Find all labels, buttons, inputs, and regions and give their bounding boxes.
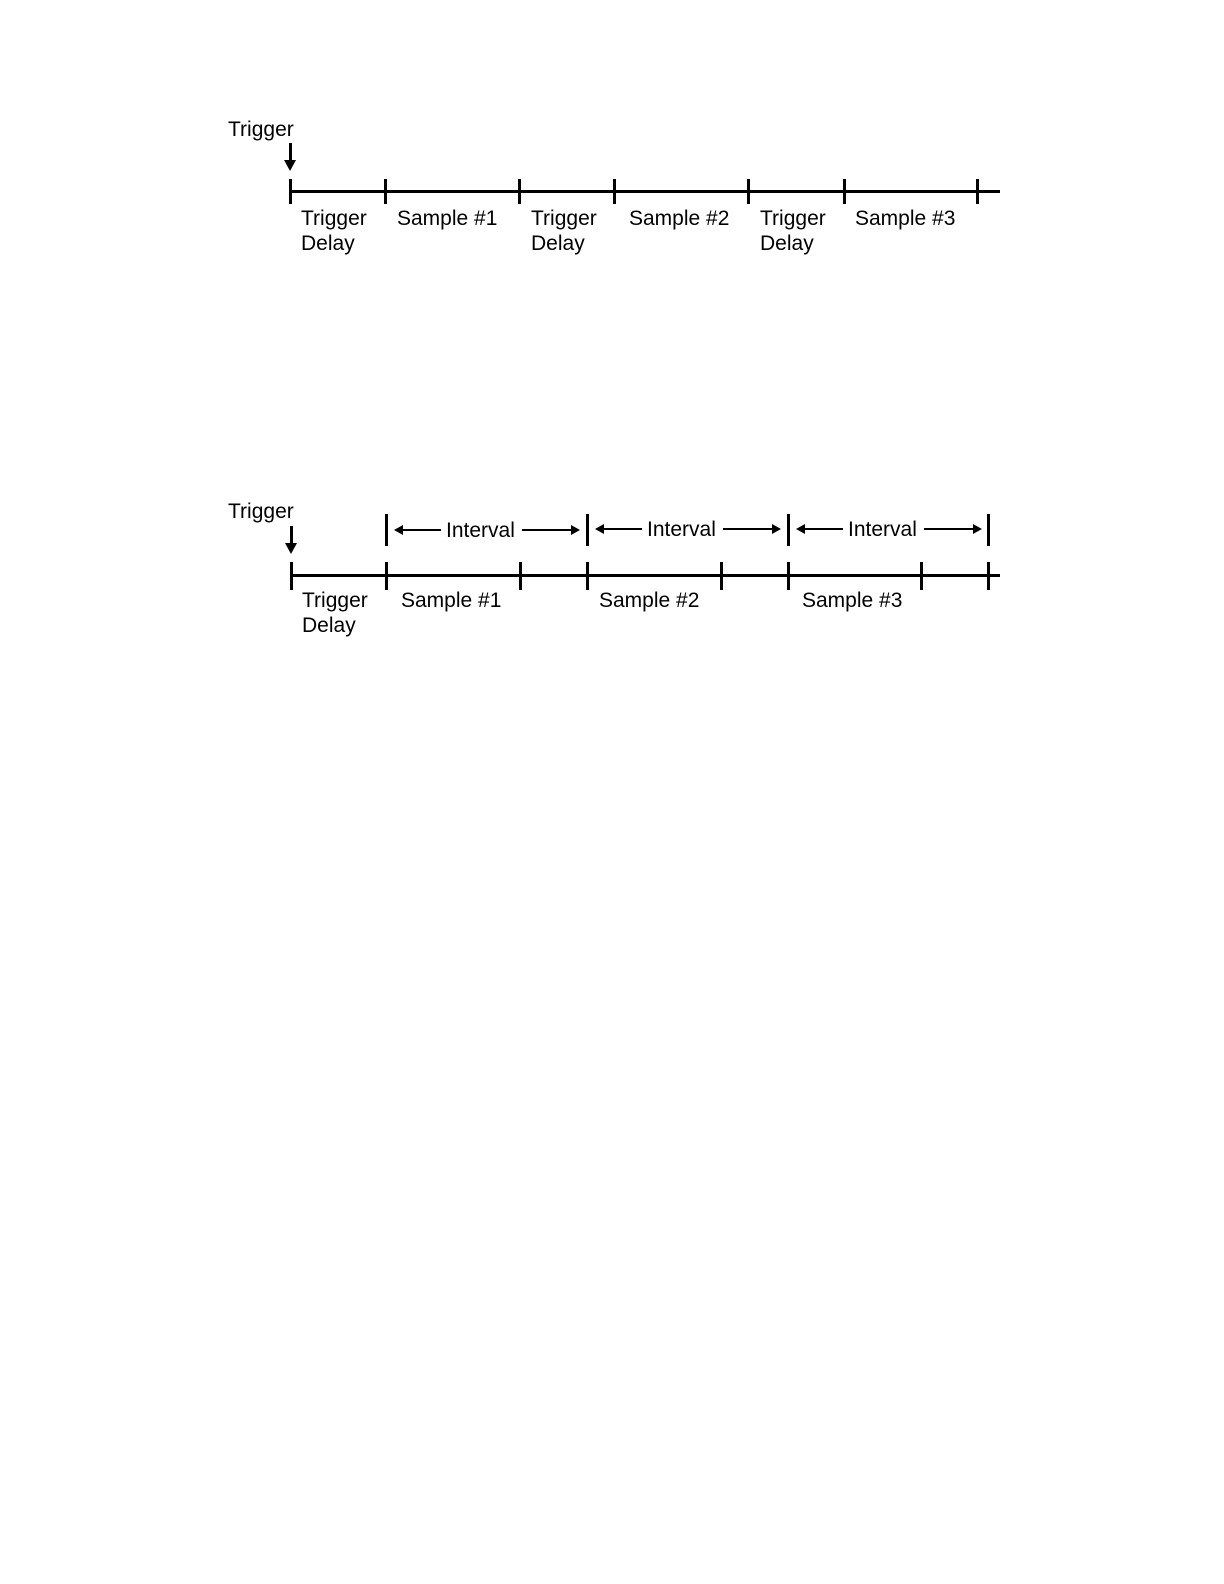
interval-arrow-shaft	[402, 529, 441, 531]
interval-boundary	[385, 514, 388, 546]
interval-label: Interval	[446, 519, 515, 542]
timeline-tick	[518, 179, 521, 204]
right-arrow-icon	[772, 524, 781, 534]
interval-boundary	[586, 514, 589, 546]
segment-label-sample-3: Sample #3	[802, 589, 903, 612]
segment-label-trigger-delay: Trigger Delay	[760, 207, 826, 255]
interval-arrow-shaft	[603, 528, 642, 530]
segment-label-sample-2: Sample #2	[629, 207, 730, 230]
segment-label-trigger-delay: Trigger Delay	[302, 589, 368, 637]
down-arrow-icon	[285, 543, 297, 554]
interval-arrow-shaft	[522, 529, 572, 531]
interval-label: Interval	[848, 518, 917, 541]
segment-label-sample-3: Sample #3	[855, 207, 956, 230]
interval-arrow-shaft	[723, 528, 773, 530]
interval-label: Interval	[647, 518, 716, 541]
interval-arrow-shaft	[804, 528, 843, 530]
timeline-tick	[787, 562, 790, 590]
trigger-label: Trigger	[228, 500, 294, 523]
timeline-tick	[385, 562, 388, 590]
timeline-tick	[289, 179, 292, 204]
interval-boundary	[987, 514, 990, 546]
interval-boundary	[787, 514, 790, 546]
timeline-tick	[987, 562, 990, 590]
segment-label-sample-1: Sample #1	[401, 589, 502, 612]
timeline-tick	[843, 179, 846, 204]
timeline-tick	[920, 562, 923, 590]
timeline-tick	[976, 179, 979, 204]
timeline-tick	[720, 562, 723, 590]
right-arrow-icon	[571, 525, 580, 535]
trigger-label: Trigger	[228, 118, 294, 141]
down-arrow-icon	[284, 160, 296, 171]
timeline-tick	[519, 562, 522, 590]
segment-label-trigger-delay: Trigger Delay	[301, 207, 367, 255]
timeline-tick	[613, 179, 616, 204]
timeline-axis	[290, 190, 1000, 193]
segment-label-sample-2: Sample #2	[599, 589, 700, 612]
timeline-axis	[291, 574, 1000, 577]
segment-label-sample-1: Sample #1	[397, 207, 498, 230]
timeline-tick	[586, 562, 589, 590]
timeline-tick	[290, 562, 293, 590]
timeline-tick	[384, 179, 387, 204]
right-arrow-icon	[973, 524, 982, 534]
timeline-tick	[747, 179, 750, 204]
interval-arrow-shaft	[924, 528, 974, 530]
segment-label-trigger-delay: Trigger Delay	[531, 207, 597, 255]
